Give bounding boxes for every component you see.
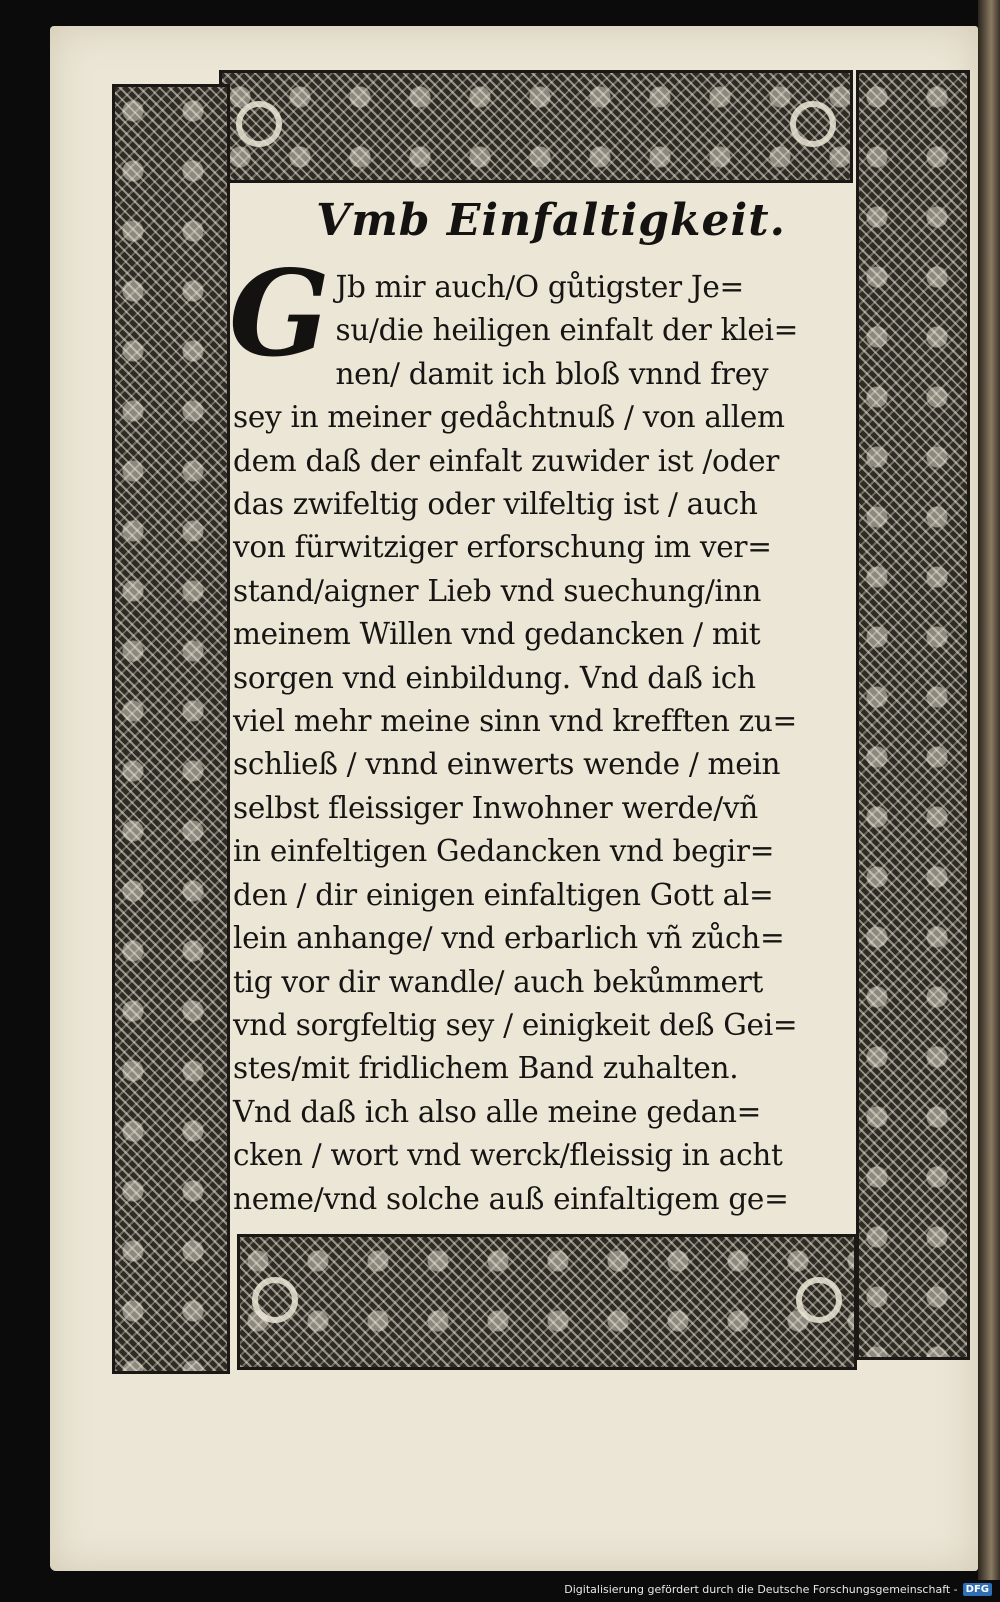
digitization-credit <box>564 1583 992 1596</box>
text-line: lein anhange/ vnd erbarlich vñ zůch= <box>233 921 785 956</box>
text-line: selbst fleissiger Inwohner werde/vñ <box>233 790 758 825</box>
text-line: Jb mir auch/O gůtigster Je= <box>335 270 744 304</box>
text-line: Vnd daß ich also alle meine gedan= <box>233 1094 762 1129</box>
text-line: tig vor dir wandle/ auch bekůmmert <box>233 964 764 999</box>
page-edge <box>978 0 1000 1580</box>
text-line: cken / wort vnd werck/fleissig in acht <box>233 1138 783 1173</box>
credit-text: Digitalisierung gefördert durch die Deutsche Forschungsgemeinschaft - <box>564 1583 958 1596</box>
text-line: neme/vnd solche auß einfaltigem ge= <box>233 1181 789 1216</box>
woodcut-border-bottom <box>237 1234 857 1370</box>
body-text <box>229 244 849 1221</box>
text-line: dem daß der einfalt zuwider ist /oder <box>233 443 780 478</box>
text-line: sorgen vnd einbildung. Vnd daß ich <box>233 660 756 695</box>
text-line: den / dir einigen einfaltigen Gott al= <box>233 877 774 912</box>
text-line: vnd sorgfeltig sey / einigkeit deß Gei= <box>233 1007 798 1042</box>
woodcut-border-left <box>112 84 230 1374</box>
scroll-ornament <box>252 1277 298 1323</box>
text-line: stand/aigner Lieb vnd suechung/inn <box>233 573 762 608</box>
text-line: schließ / vnnd einwerts wende / mein <box>233 747 781 782</box>
woodcut-border-top <box>219 70 853 183</box>
text-line: das zwifeltig oder vilfeltig ist / auch <box>233 487 758 522</box>
text-line: von fürwitziger erforschung im ver= <box>233 530 772 565</box>
text-line: viel mehr meine sinn vnd krefften zu= <box>233 704 797 739</box>
scroll-ornament <box>790 101 836 147</box>
woodcut-border-right <box>856 70 970 1360</box>
scroll-ornament <box>236 101 282 147</box>
scroll-ornament <box>796 1277 842 1323</box>
text-line: stes/mit fridlichem Band zuhalten. <box>233 1051 739 1086</box>
dfg-logo: DFG <box>963 1583 992 1596</box>
decorated-initial: G <box>229 244 330 383</box>
text-block <box>229 190 849 1226</box>
text-line: meinem Willen vnd gedancken / mit <box>233 617 761 652</box>
text-line: sey in meiner gedåchtnuß / von allem <box>233 400 785 435</box>
text-line: in einfeltigen Gedancken vnd begir= <box>233 834 775 869</box>
page-title: Vmb Einfaltigkeit. <box>316 195 786 246</box>
text-line: nen/ damit ich bloß vnnd frey <box>335 356 769 391</box>
text-line: su/die heiligen einfalt der klei= <box>335 313 799 348</box>
